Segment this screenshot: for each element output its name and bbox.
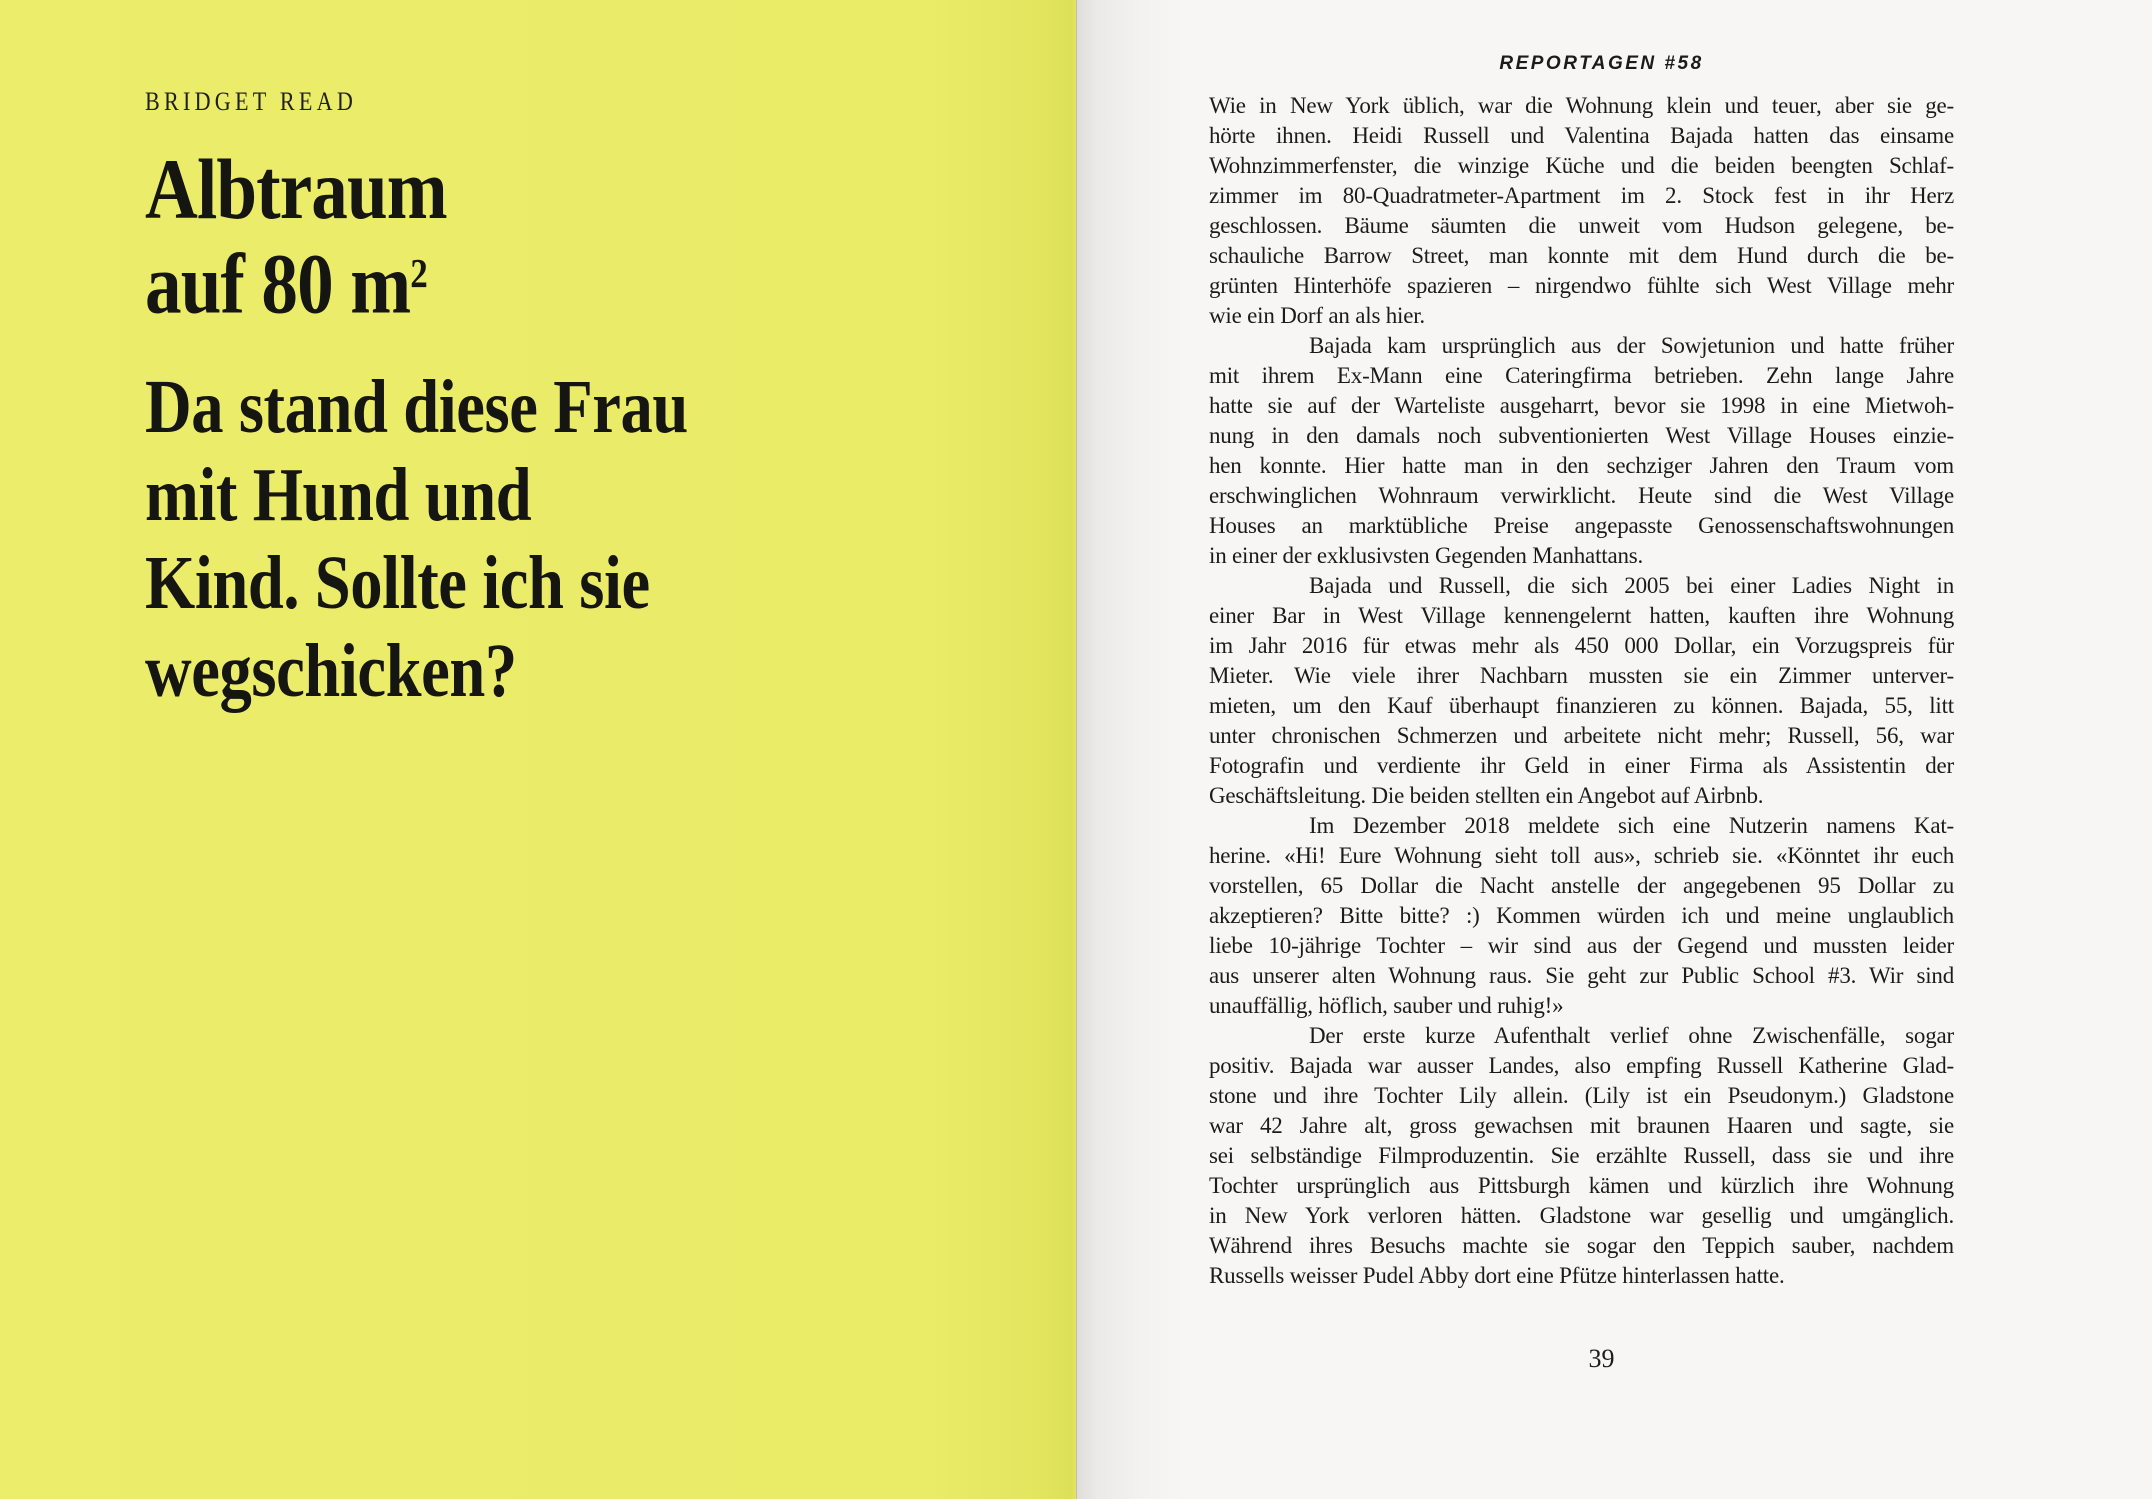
body-text-line: Wohnzimmerfenster, die winzige Küche und die beiden beengten Schlaf- — [1209, 153, 1954, 178]
body-text-line: im Jahr 2016 für etwas mehr als 450 000 Dollar, ein Vorzugspreis für — [1209, 633, 1954, 658]
headline-line-2 — [145, 231, 447, 332]
body-text-line: Fotografin und verdiente ihr Geld in einer Firma als Assistentin der — [1209, 753, 1954, 778]
body-text-line: unter chronischen Schmerzen und arbeitete nicht mehr; Russell, 56, war — [1209, 723, 1954, 748]
body-text-line: Russells weisser Pudel Abby dort eine Pfütze hinterlassen hatte. — [1209, 1263, 1785, 1288]
body-text-line: in einer der exklusivsten Gegenden Manhattans. — [1209, 543, 1644, 568]
subtitle-line-4: wegschicken? — [145, 629, 517, 713]
body-text-line: Bajada und Russell, die sich 2005 bei einer Ladies Night in — [1309, 573, 1954, 598]
body-text-line: herine. «Hi! Eure Wohnung sieht toll aus», schrieb sie. «Könntet ihr euch — [1209, 843, 1954, 868]
body-text-line: erschwinglichen Wohnraum verwirklicht. Heute sind die West Village — [1209, 483, 1954, 508]
subtitle-line-2: mit Hund und — [145, 453, 532, 537]
body-text-line: sei selbständige Filmproduzentin. Sie erzählte Russell, dass sie und ihre — [1209, 1143, 1954, 1168]
body-text-line: nung in den damals noch subventionierten West Village Houses einzie- — [1209, 423, 1954, 448]
body-text-line: Bajada kam ursprünglich aus der Sowjetunion und hatte früher — [1309, 333, 1954, 358]
body-text-line: einer Bar in West Village kennengelernt hatten, kauften ihre Wohnung — [1209, 603, 1954, 628]
body-text-line: positiv. Bajada war ausser Landes, also empfing Russell Katherine Glad- — [1209, 1053, 1954, 1078]
headline-line-2-text: auf 80 m — [145, 235, 411, 332]
right-page — [1076, 0, 2152, 1499]
body-text-line: hen konnte. Hier hatte man in den sechziger Jahren den Traum vom — [1209, 453, 1954, 478]
body-text-line: grünten Hinterhöfe spazieren – nirgendwo fühlte sich West Village mehr — [1209, 273, 1954, 298]
page-number: 39 — [1588, 1344, 1615, 1373]
body-text-line: akzeptieren? Bitte bitte? :) Kommen würden ich und meine unglaublich — [1209, 903, 1954, 928]
body-text-line: war 42 Jahre alt, gross gewachsen mit braunen Haaren und sagte, sie — [1209, 1113, 1954, 1138]
body-text-line: vorstellen, 65 Dollar die Nacht anstelle der angegebenen 95 Dollar zu — [1209, 873, 1954, 898]
article-subtitle — [145, 363, 688, 715]
body-text-line: Tochter ursprünglich aus Pittsburgh kämen und kürzlich ihre Wohnung — [1209, 1173, 1954, 1198]
body-text-line: liebe 10-jährige Tochter – wir sind aus der Gegend und mussten leider — [1209, 933, 1954, 958]
article-headline — [145, 141, 447, 332]
body-text-line: wie ein Dorf an als hier. — [1209, 303, 1425, 328]
body-text-line: unauffällig, höflich, sauber und ruhig!» — [1209, 993, 1564, 1018]
headline-line-1: Albtraum — [145, 141, 447, 237]
headline-superscript: 2 — [410, 250, 428, 296]
body-text-line: Im Dezember 2018 meldete sich eine Nutzerin namens Kat- — [1309, 813, 1954, 838]
body-text-line: Der erste kurze Aufenthalt verlief ohne Zwischenfälle, sogar — [1309, 1023, 1954, 1048]
body-text-line: in New York verloren hätten. Gladstone war gesellig und umgänglich. — [1209, 1203, 1954, 1228]
body-text-line: stone und ihre Tochter Lily allein. (Lily ist ein Pseudonym.) Gladstone — [1209, 1083, 1954, 1108]
body-text-line: Wie in New York üblich, war die Wohnung klein und teuer, aber sie ge- — [1209, 93, 1954, 118]
left-page-text-block — [145, 0, 927, 1499]
body-text-line: Mieter. Wie viele ihrer Nachbarn mussten sie ein Zimmer unterver- — [1209, 663, 1954, 688]
author-name: BRIDGET READ — [145, 87, 358, 116]
body-text-line: hatte sie auf der Warteliste ausgeharrt, bevor sie 1998 in eine Mietwoh- — [1209, 393, 1954, 418]
body-text-line: Während ihres Besuchs machte sie sogar den Teppich sauber, nachdem — [1209, 1233, 1954, 1258]
body-text-line: geschlossen. Bäume säumten die unweit vom Hudson gelegene, be- — [1209, 213, 1954, 238]
body-text-line: Geschäftsleitung. Die beiden stellten ein Angebot auf Airbnb. — [1209, 783, 1764, 808]
body-text-line: hörte ihnen. Heidi Russell und Valentina Bajada hatten das einsame — [1209, 123, 1954, 148]
body-text-line: mit ihrem Ex-Mann eine Cateringfirma betrieben. Zehn lange Jahre — [1209, 363, 1954, 388]
body-text-line: mieten, um den Kauf überhaupt finanzieren zu können. Bajada, 55, litt — [1209, 693, 1954, 718]
body-text-line: zimmer im 80-Quadratmeter-Apartment im 2. Stock fest in ihr Herz — [1209, 183, 1954, 208]
body-text-column — [1209, 91, 1954, 1291]
subtitle-line-3: Kind. Sollte ich sie — [145, 541, 650, 625]
body-text-line: Houses an marktübliche Preise angepasste Genossenschaftswohnungen — [1209, 513, 1954, 538]
subtitle-line-1: Da stand diese Frau — [145, 365, 688, 449]
running-head: REPORTAGEN #58 — [1499, 53, 1704, 74]
body-text-line: schauliche Barrow Street, man konnte mit dem Hund durch die be- — [1209, 243, 1954, 268]
body-text-line: aus unserer alten Wohnung raus. Sie geht zur Public School #3. Wir sind — [1209, 963, 1954, 988]
